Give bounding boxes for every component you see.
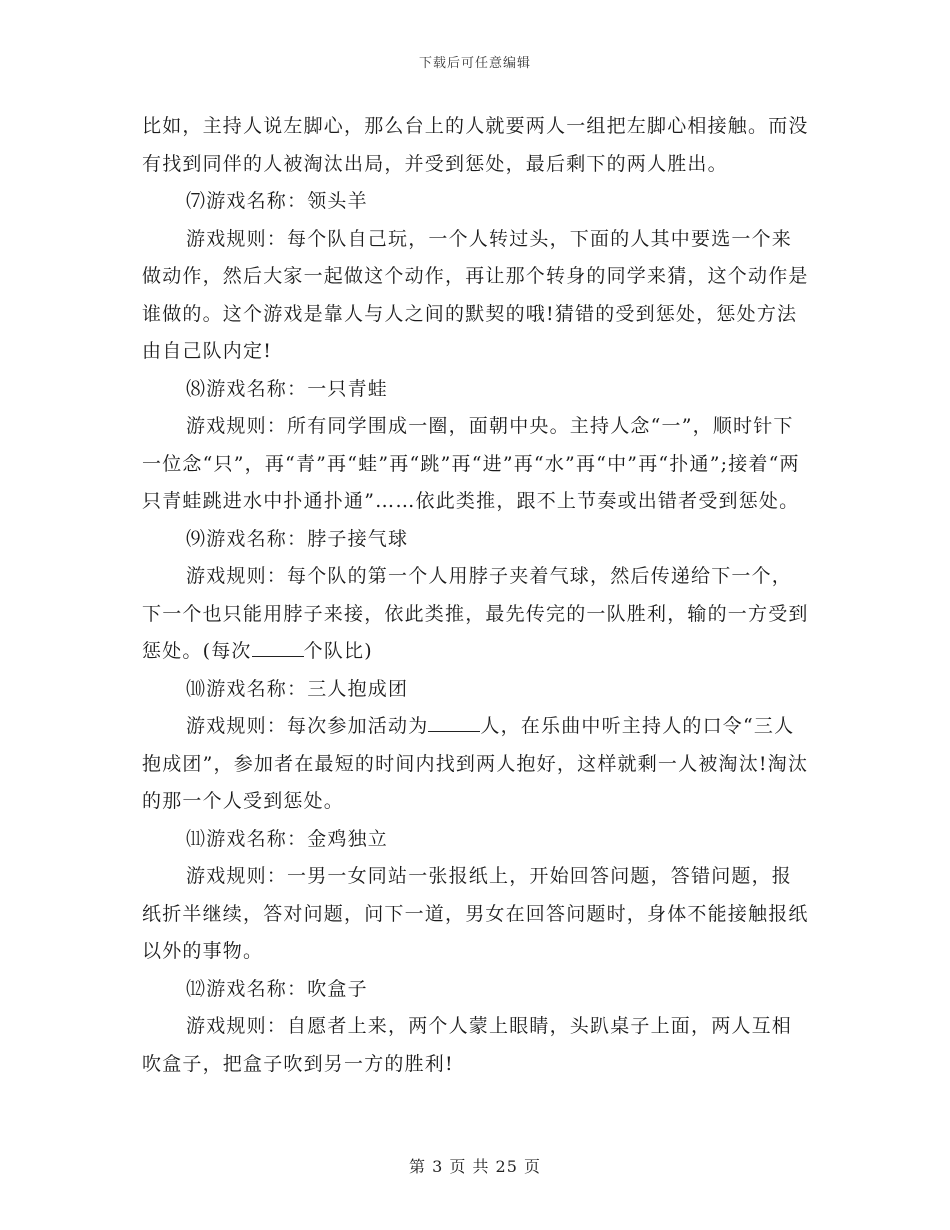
game-9-title: ⑼游戏名称：脖子接气球: [186, 527, 409, 550]
document-body: [142, 108, 810, 1083]
page-footer: 第 3 页 共 25 页: [409, 1157, 541, 1176]
paragraph-continuation: 比如，主持人说左脚心，那么台上的人就要两人一组把左脚心相接触。而没有找到同伴的人被淘汰出局，并受到惩处，最后剩下的两人胜出。: [142, 115, 809, 175]
game-8-rule: 游戏规则：所有同学围成一圈，面朝中央。主持人念“一”，顺时针下一位念“只”，再“青”再“蛙”再“跳”再“进”再“水”再“中”再“扑通”;接着“两只青蛙跳进水中扑通扑通”……依此类推，跟不上节奏或出错者受到惩处。: [142, 415, 800, 512]
game-10-title: ⑽游戏名称：三人抱成团: [186, 677, 409, 700]
game-12-title: ⑿游戏名称：吹盒子: [186, 977, 368, 1000]
game-10-rule-text-b: 人，在乐曲中听主持人的口令“三人抱成团”，参加者在最短的时间内找到两人抱好，这样就剩一人被淘汰!淘汰的那一个人受到惩处。: [142, 715, 809, 812]
game-9-rule: [142, 558, 810, 671]
game-9-rule-text-b: 个队比): [303, 640, 373, 662]
game-12-rule: 游戏规则：自愿者上来，两个人蒙上眼睛，头趴桌子上面，两人互相吹盒子，把盒子吹到另一方的胜利!: [142, 1015, 793, 1075]
game-9-rule-text-a: 游戏规则：每个队的第一个人用脖子夹着气球，然后传递给下一个，下一个也只能用脖子来接，依此类推，最先传完的一队胜利，输的一方受到惩处。(每次: [142, 565, 809, 662]
fill-in-blank: [252, 636, 304, 657]
game-10-rule: [142, 708, 810, 821]
game-8-title: ⑻游戏名称：一只青蛙: [186, 377, 389, 400]
game-10-rule-text-a: 游戏规则：每次参加活动为: [186, 715, 429, 737]
game-11-rule: 游戏规则：一男一女同站一张报纸上，开始回答问题，答错问题，报纸折半继续，答对问题，问下一道，男女在回答问题时，身体不能接触报纸以外的事物。: [142, 865, 809, 962]
page-header: 下载后可任意编辑: [418, 56, 531, 71]
fill-in-blank: [428, 711, 480, 732]
game-7-rule: 游戏规则：每个队自己玩，一个人转过头，下面的人其中要选一个来做动作，然后大家一起做这个动作，再让那个转身的同学来猜，这个动作是谁做的。这个游戏是靠人与人之间的默契的哦!猜错的受到惩处，惩处方法由自己队内定!: [142, 227, 809, 362]
game-11-title: ⑾游戏名称：金鸡独立: [186, 827, 389, 850]
game-7-title: ⑺游戏名称：领头羊: [186, 190, 368, 212]
